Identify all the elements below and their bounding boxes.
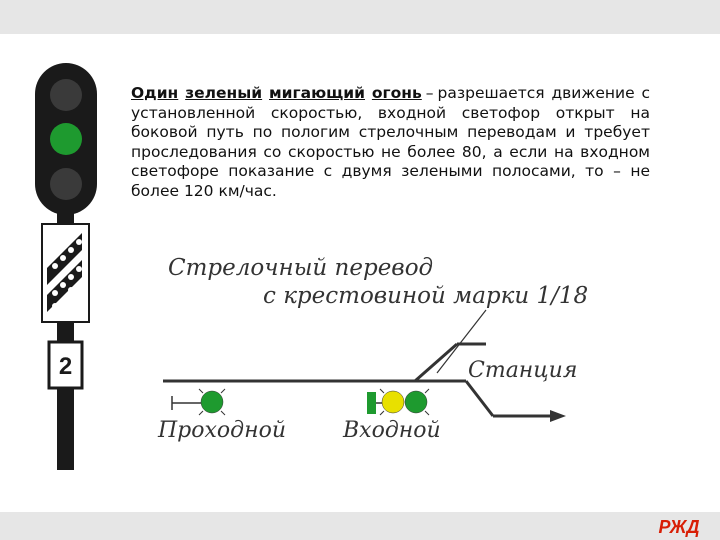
term-word-2: зеленый (185, 84, 263, 102)
block-signal-label: Проходной (158, 418, 287, 443)
entry-signal-green-lamp (405, 391, 427, 413)
signal-lamp-top (50, 79, 82, 111)
station-label: Станция (468, 358, 578, 383)
entry-signal-yellow-lamp (382, 391, 404, 413)
entry-signal (367, 389, 429, 415)
switch-label-line2: с крестовиной марки 1/18 (263, 283, 589, 309)
plate-number: 2 (58, 353, 73, 380)
term-word-3: мигающий (269, 84, 366, 102)
track-arrow-icon (550, 410, 566, 422)
signal-lamp-bottom (50, 168, 82, 200)
route-indicator-board (42, 224, 89, 322)
description-body: разрешается движение с установленной скоростью, входной светофор открыт на боковой путь по пологим стрелочным переводам и требует проследования со скоростью не более 80, а если на входном светофоре показание с двумя зелеными полосами, то – не более 120 км/час. (131, 84, 651, 200)
signal-lamp-green (50, 123, 82, 155)
block-signal-green-lamp (201, 391, 223, 413)
bottom-bar (0, 512, 720, 540)
term-word-4: огонь (371, 84, 422, 102)
term-dash: – (425, 84, 434, 102)
track-diagram (157, 255, 588, 443)
rzd-logo-text: РЖД (658, 517, 700, 537)
rzd-logo (655, 514, 703, 538)
block-signal (172, 389, 225, 415)
term-word-1: Один (131, 84, 179, 102)
track-curve (466, 381, 493, 416)
traffic-signal (35, 63, 97, 470)
branch-track (415, 344, 457, 381)
entry-signal-green-stripe (367, 392, 376, 414)
entry-signal-label: Входной (343, 418, 441, 443)
switch-label-line1: Стрелочный перевод (168, 255, 434, 281)
